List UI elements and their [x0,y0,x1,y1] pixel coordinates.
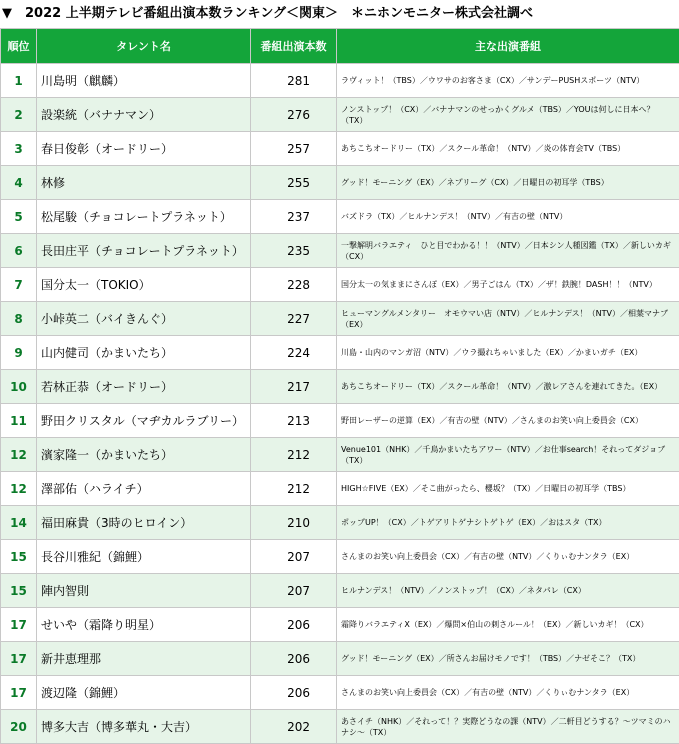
main-shows-cell: 霜降りバラエティX（EX）／爆問×伯山の刺さルール！（EX）／新しいカギ！（CX） [337,608,679,642]
appearance-count-cell: 281 [251,64,337,98]
main-shows-cell: あちこちオードリー（TX）／スクール革命！（NTV）／炎の体育会TV（TBS） [337,132,679,166]
appearance-count-cell: 206 [251,608,337,642]
main-shows-cell: Venue101（NHK）／千鳥かまいたちアワー（NTV）／お仕事search！それってダジョブ（TX） [337,438,679,472]
ranking-table [0,28,679,744]
table-row [1,268,679,302]
page-title: ▼ 2022 上半期テレビ番組出演本数ランキング＜関東＞ ＊ニホンモニター株式会社調べ [0,0,679,28]
rank-cell: 12 [1,438,37,472]
talent-name-cell: 国分太一（TOKIO） [37,268,251,302]
appearance-count-cell: 210 [251,506,337,540]
talent-name-cell: 長谷川雅紀（錦鯉） [37,540,251,574]
rank-cell: 6 [1,234,37,268]
table-row [1,506,679,540]
table-row [1,336,679,370]
main-shows-cell: ラヴィット！（TBS）／ウワサのお客さま（CX）／サンデーPUSHスポーツ（NTV） [337,64,679,98]
appearance-count-cell: 207 [251,540,337,574]
main-shows-cell: ヒルナンデス！（NTV）／ノンストップ！（CX）／ネタパレ（CX） [337,574,679,608]
talent-name-cell: 澤部佑（ハライチ） [37,472,251,506]
table-row [1,234,679,268]
table-body [1,64,679,744]
rank-cell: 7 [1,268,37,302]
rank-cell: 3 [1,132,37,166]
talent-name-cell: 山内健司（かまいたち） [37,336,251,370]
main-shows-cell: さんまのお笑い向上委員会（CX）／有吉の壁（NTV）／くりぃむナンタラ（EX） [337,540,679,574]
appearance-count-cell: 257 [251,132,337,166]
main-shows-cell: さんまのお笑い向上委員会（CX）／有吉の壁（NTV）／くりぃむナンタラ（EX） [337,676,679,710]
rank-cell: 15 [1,574,37,608]
main-shows-cell: ノンストップ！（CX）／バナナマンのせっかくグルメ（TBS）／YOUは何しに日本へ？（TX） [337,98,679,132]
talent-name-cell: 福田麻貴（3時のヒロイン） [37,506,251,540]
table-row [1,98,679,132]
table-row [1,302,679,336]
talent-name-cell: 長田庄平（チョコレートプラネット） [37,234,251,268]
talent-name-cell: 林修 [37,166,251,200]
table-row [1,574,679,608]
table-row [1,370,679,404]
talent-name-cell: 博多大吉（博多華丸・大吉） [37,710,251,744]
appearance-count-cell: 207 [251,574,337,608]
main-shows-cell: グッド！モーニング（EX）／ネプリーグ（CX）／日曜日の初耳学（TBS） [337,166,679,200]
appearance-count-cell: 206 [251,676,337,710]
table-header-row [1,29,679,64]
table-row [1,132,679,166]
header-shows: 主な出演番組 [337,29,679,64]
talent-name-cell: 小峠英二（バイきんぐ） [37,302,251,336]
rank-cell: 11 [1,404,37,438]
rank-cell: 4 [1,166,37,200]
talent-name-cell: せいや（霜降り明星） [37,608,251,642]
appearance-count-cell: 202 [251,710,337,744]
appearance-count-cell: 237 [251,200,337,234]
table-row [1,64,679,98]
table-row [1,540,679,574]
rank-cell: 12 [1,472,37,506]
rank-cell: 17 [1,676,37,710]
table-row [1,404,679,438]
main-shows-cell: グッド！モーニング（EX）／所さんお届けモノです！（TBS）／ナゼそこ？（TX） [337,642,679,676]
main-shows-cell: 国分太一の気ままにさんぽ（EX）／男子ごはん（TX）／ザ！鉄腕！DASH！！（NTV） [337,268,679,302]
rank-cell: 10 [1,370,37,404]
talent-name-cell: 新井恵理那 [37,642,251,676]
header-count: 番組出演本数 [251,29,337,64]
appearance-count-cell: 255 [251,166,337,200]
appearance-count-cell: 212 [251,438,337,472]
appearance-count-cell: 235 [251,234,337,268]
table-row [1,200,679,234]
table-row [1,710,679,744]
rank-cell: 1 [1,64,37,98]
appearance-count-cell: 217 [251,370,337,404]
header-talent: タレント名 [37,29,251,64]
main-shows-cell: 野田レーザーの逆算（EX）／有吉の壁（NTV）／さんまのお笑い向上委員会（CX） [337,404,679,438]
appearance-count-cell: 213 [251,404,337,438]
talent-name-cell: 川島明（麒麟） [37,64,251,98]
rank-cell: 17 [1,642,37,676]
main-shows-cell: ポップUP！（CX）／トゲアリトゲナシトゲトゲ（EX）／おはスタ（TX） [337,506,679,540]
main-shows-cell: バズドラ（TX）／ヒルナンデス！（NTV）／有吉の壁（NTV） [337,200,679,234]
table-row [1,642,679,676]
main-shows-cell: HIGH☆FIVE（EX）／そこ曲がったら、櫻坂？（TX）／日曜日の初耳学（TBS） [337,472,679,506]
appearance-count-cell: 276 [251,98,337,132]
appearance-count-cell: 206 [251,642,337,676]
talent-name-cell: 濱家隆一（かまいたち） [37,438,251,472]
rank-cell: 15 [1,540,37,574]
rank-cell: 5 [1,200,37,234]
appearance-count-cell: 227 [251,302,337,336]
rank-cell: 2 [1,98,37,132]
rank-cell: 20 [1,710,37,744]
appearance-count-cell: 224 [251,336,337,370]
talent-name-cell: 渡辺隆（錦鯉） [37,676,251,710]
talent-name-cell: 松尾駿（チョコレートプラネット） [37,200,251,234]
main-shows-cell: あちこちオードリー（TX）／スクール革命！（NTV）／激レアさんを連れてきた。（EX） [337,370,679,404]
talent-name-cell: 設楽統（バナナマン） [37,98,251,132]
main-shows-cell: ヒューマングルメンタリー オモウマい店（NTV）／ヒルナンデス！（NTV）／相葉マナブ（EX） [337,302,679,336]
appearance-count-cell: 212 [251,472,337,506]
table-row [1,166,679,200]
rank-cell: 14 [1,506,37,540]
main-shows-cell: あさイチ（NHK）／それって！？実際どうなの課（NTV）／二軒目どうする？～ツマミのハナシ～（TX） [337,710,679,744]
table-row [1,472,679,506]
talent-name-cell: 春日俊彰（オードリー） [37,132,251,166]
talent-name-cell: 若林正恭（オードリー） [37,370,251,404]
main-shows-cell: 川島・山内のマンガ沼（NTV）／ウラ撮れちゃいました（EX）／かまいガチ（EX） [337,336,679,370]
rank-cell: 9 [1,336,37,370]
header-rank: 順位 [1,29,37,64]
rank-cell: 17 [1,608,37,642]
talent-name-cell: 野田クリスタル（マヂカルラブリー） [37,404,251,438]
talent-name-cell: 陣内智則 [37,574,251,608]
table-row [1,608,679,642]
rank-cell: 8 [1,302,37,336]
table-row [1,438,679,472]
table-row [1,676,679,710]
main-shows-cell: 一撃解明バラエティ ひと目でわかる！！（NTV）／日本シン人種図鑑（TX）／新しいカギ（CX） [337,234,679,268]
appearance-count-cell: 228 [251,268,337,302]
